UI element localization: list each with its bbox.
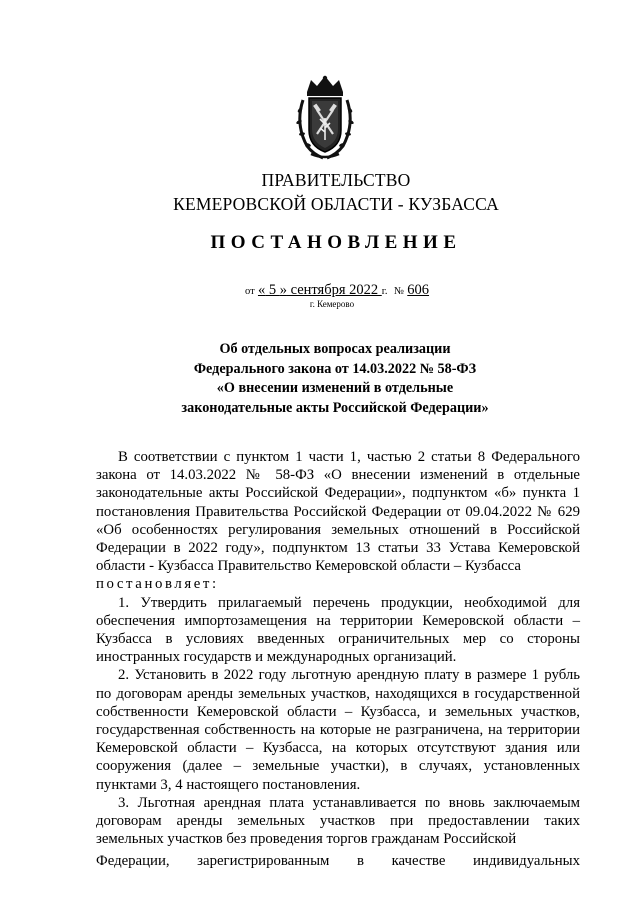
date-number-line [245, 282, 429, 299]
date-quote-close: » [279, 282, 287, 298]
document-subject [150, 340, 520, 418]
date-month-year: сентября 2022 [286, 282, 382, 298]
city-name: г. Кемерово [309, 299, 355, 309]
subject-line-3: «О внесении изменений в отдельные [216, 380, 454, 396]
date-day: 5 [265, 282, 280, 298]
government-name-line-1: ПРАВИТЕЛЬСТВО [261, 170, 411, 190]
subject-line-1: Об отдельных вопросах реализации [219, 341, 451, 357]
paragraph-3: 3. Льготная арендная плата устанавливается по вновь заключаемым договорам аренды земельных участков при предоставлении таких земельных участков без проведения торгов гражданам Российской [96, 794, 580, 848]
date-year-suffix: г. [381, 286, 388, 297]
coat-of-arms-icon [293, 74, 357, 160]
decree-word: постановляет: [96, 576, 219, 593]
government-name-line-2: КЕМЕРОВСКОЙ ОБЛАСТИ - КУЗБАССА [173, 194, 499, 214]
subject-line-4: законодательные акты Российской Федерации» [181, 399, 489, 416]
date-quote-open: « [257, 282, 266, 298]
paragraph-2: 2. Установить в 2022 году льготную арендную плату в размере 1 рубль по договорам аренды земельных участков, находящихся в государственной собственности Кемеровской области – Кузбасса, и земельных участков, государственная собственность на которые не разграничена, на территории Кемеровской области – Кузбасса, на которых отсутствуют здания или сооружения (далее – земельные участки), в случаях, установленных пунктами 3, 4 настоящего постановления. [96, 667, 580, 793]
paragraph-3-continuation: Федерации, зарегистрированным в качестве индивидуальных [96, 853, 580, 869]
number-label: № [394, 286, 405, 297]
preamble-paragraph: В соответствии с пунктом 1 части 1, частью 2 статьи 8 Федерального закона от 14.03.2022 № 58-ФЗ «О внесении изменений в отдельные законодательные акты Российской Федерации», подпунктом «б» пункта 1 постановления Правительства Российской Федерации от 09.04.2022 № 629 «Об особенностях регулирования земельных отношений в Российской Федерации в 2022 году», подпунктом 13 статьи 33 Устава Кемеровской области - Кузбасса Правительство Кемеровской области – Кузбасса [96, 449, 580, 575]
document-title: ПОСТАНОВЛЕНИЕ [210, 232, 462, 253]
date-prefix: от [245, 286, 255, 297]
subject-line-2: Федерального закона от 14.03.2022 № 58-ФЗ [193, 360, 477, 377]
paragraph-1: 1. Утвердить прилагаемый перечень продукции, необходимой для обеспечения импортозамещения на территории Кемеровской области – Кузбасса в условиях введенных ограничительных мер со стороны иностранных государств и международных организаций. [96, 594, 580, 666]
document-number: 606 [407, 282, 430, 298]
document-body [96, 448, 580, 848]
